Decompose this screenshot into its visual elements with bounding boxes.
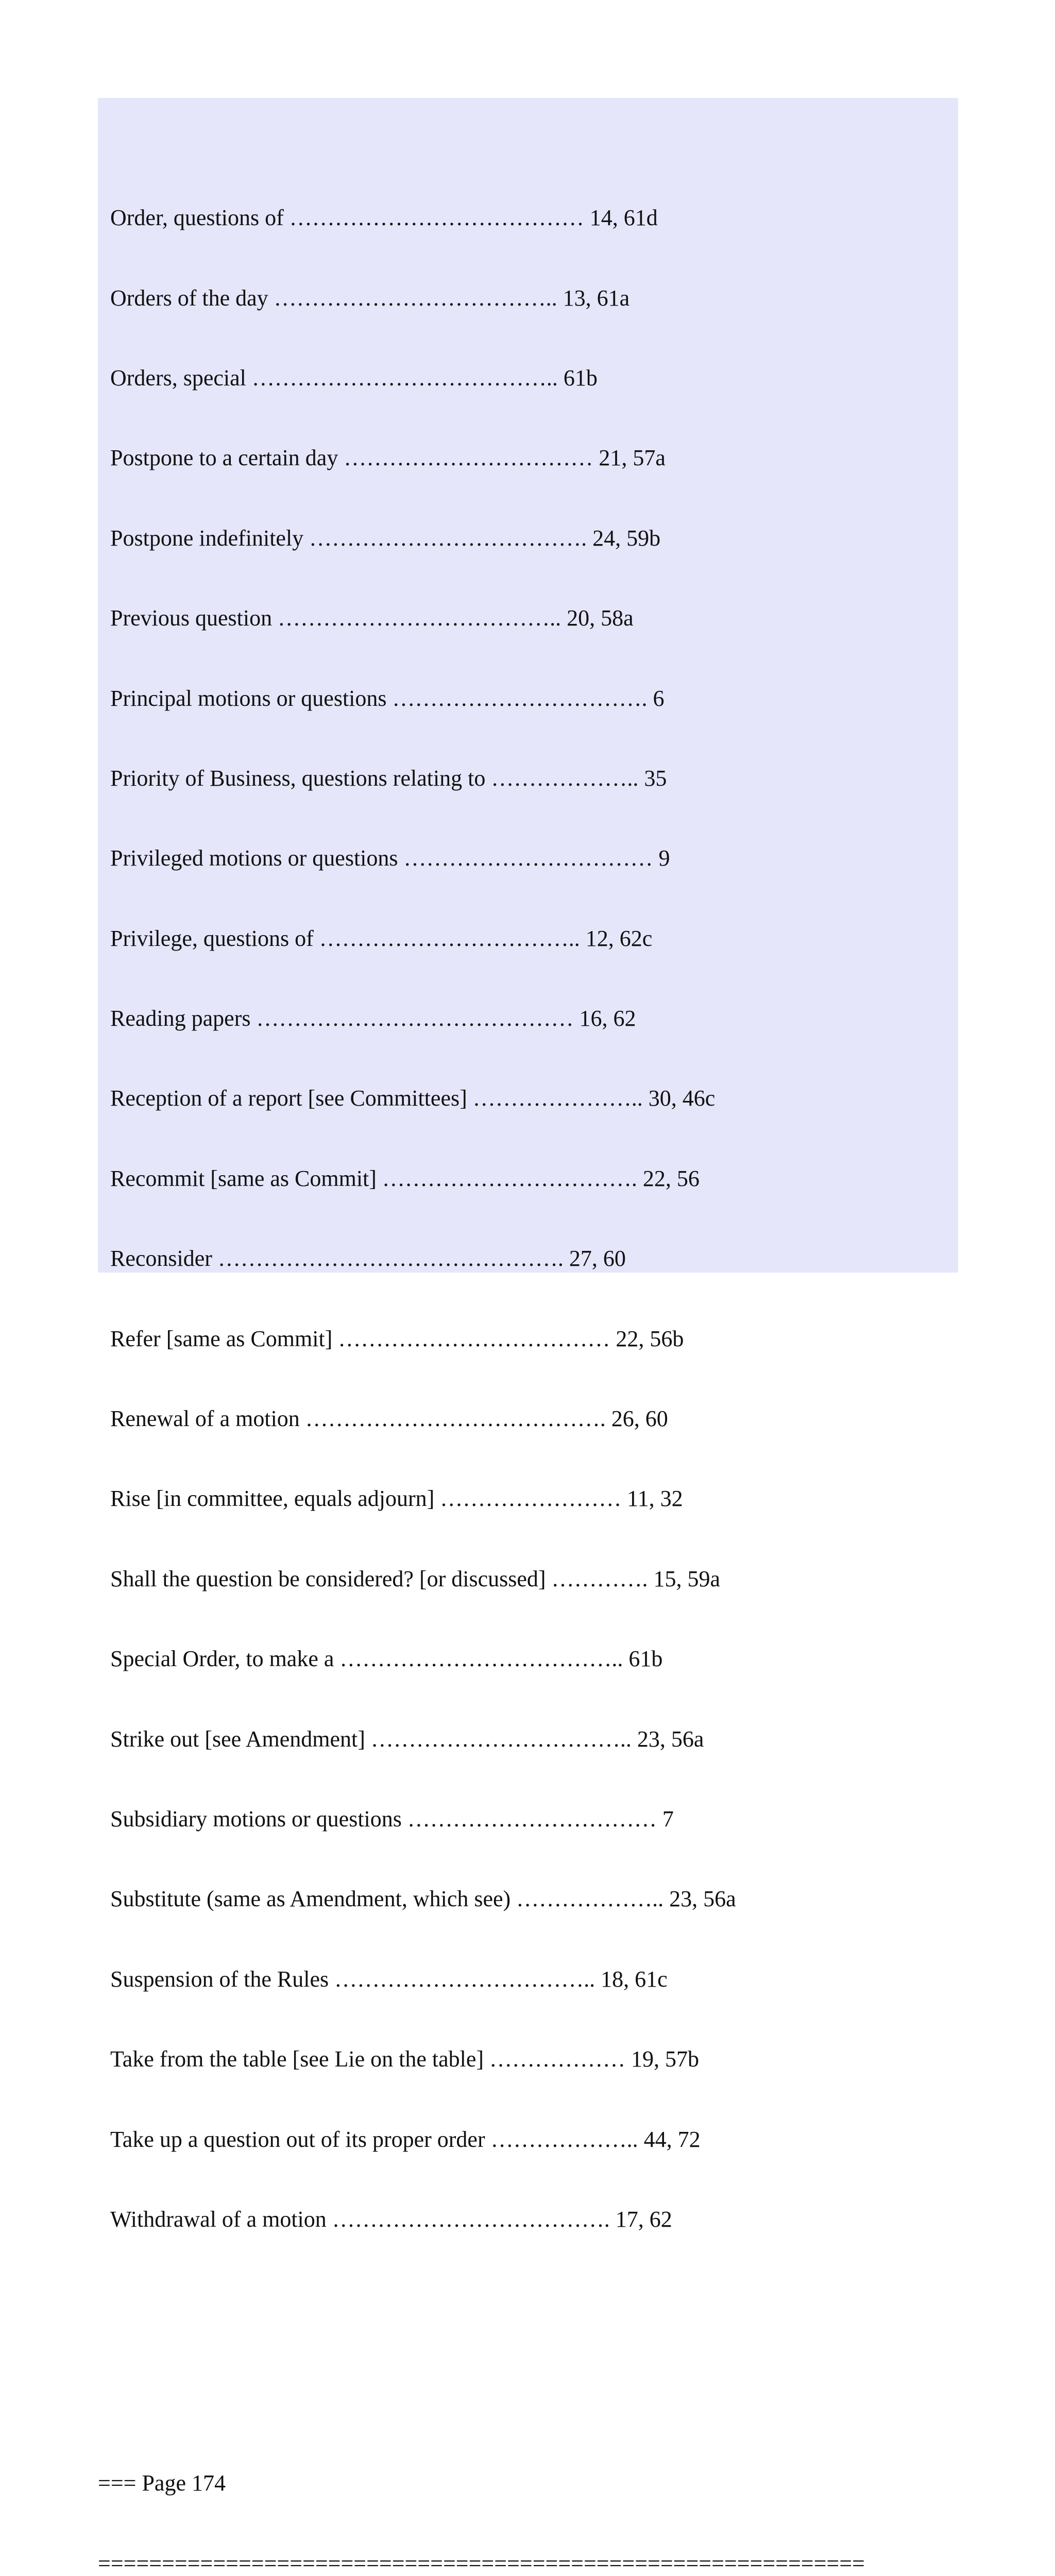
index-entry: Strike out [see Amendment] …………………………….. 23, 56a (110, 1726, 704, 1752)
page-marker: === Page 174 (98, 2470, 226, 2496)
index-entry: Suspension of the Rules …………………………….. 18, 61c (110, 1966, 668, 1992)
index-entry: Reception of a report [see Committees] ………………….. 30, 46c (110, 1086, 716, 1111)
index-entry: Postpone indefinitely ………………………………. 24, 59b (110, 525, 661, 551)
index-page (98, 98, 958, 2576)
index-entry: Orders of the day ……………………………….. 13, 61a (110, 285, 630, 311)
index-entry: Postpone to a certain day …………………………… 21, 57a (110, 445, 666, 471)
index-entry: Renewal of a motion …………………………………. 26, 60 (110, 1406, 668, 1432)
index-entry: Priority of Business, questions relating to ……………….. 35 (110, 765, 667, 791)
index-entry: Order, questions of ………………………………… 14, 61d (110, 205, 658, 231)
index-block-top (98, 151, 958, 2286)
index-entry: Orders, special ………………………………….. 61b (110, 365, 598, 391)
index-entry: Take up a question out of its proper order ……………….. 44, 72 (110, 2126, 701, 2152)
index-entry: Refer [same as Commit] ……………………………… 22, 56b (110, 1326, 684, 1351)
index-entry: Privileged motions or questions …………………………… 9 (110, 845, 670, 871)
index-entry: Substitute (same as Amendment, which see) ……………….. 23, 56a (110, 1886, 736, 1912)
index-entry: Previous question ……………………………….. 20, 58a (110, 605, 634, 631)
index-entry: Privilege, questions of …………………………….. 12, 62c (110, 925, 653, 951)
index-entry: Reading papers …………………………………… 16, 62 (110, 1006, 636, 1031)
index-entry: Shall the question be considered? [or discussed] …………. 15, 59a (110, 1566, 721, 1591)
index-entry: Take from the table [see Lie on the table] ……………… 19, 57b (110, 2046, 700, 2072)
index-entry: Special Order, to make a ……………………………….. 61b (110, 1646, 663, 1672)
index-entry: Recommit [same as Commit] ……………………………. 22, 56 (110, 1165, 700, 1191)
index-entry: Reconsider ………………………………………. 27, 60 (110, 1246, 626, 1272)
separator-rule: ============================================================ (98, 2550, 865, 2576)
index-entry: Subsidiary motions or questions …………………………… 7 (110, 1806, 674, 1832)
index-entry: Withdrawal of a motion ………………………………. 17, 62 (110, 2206, 672, 2232)
index-entry: Rise [in committee, equals adjourn] …………………… 11, 32 (110, 1486, 683, 1512)
spacer (98, 2366, 958, 2390)
index-entry: Principal motions or questions ……………………………. 6 (110, 685, 665, 711)
